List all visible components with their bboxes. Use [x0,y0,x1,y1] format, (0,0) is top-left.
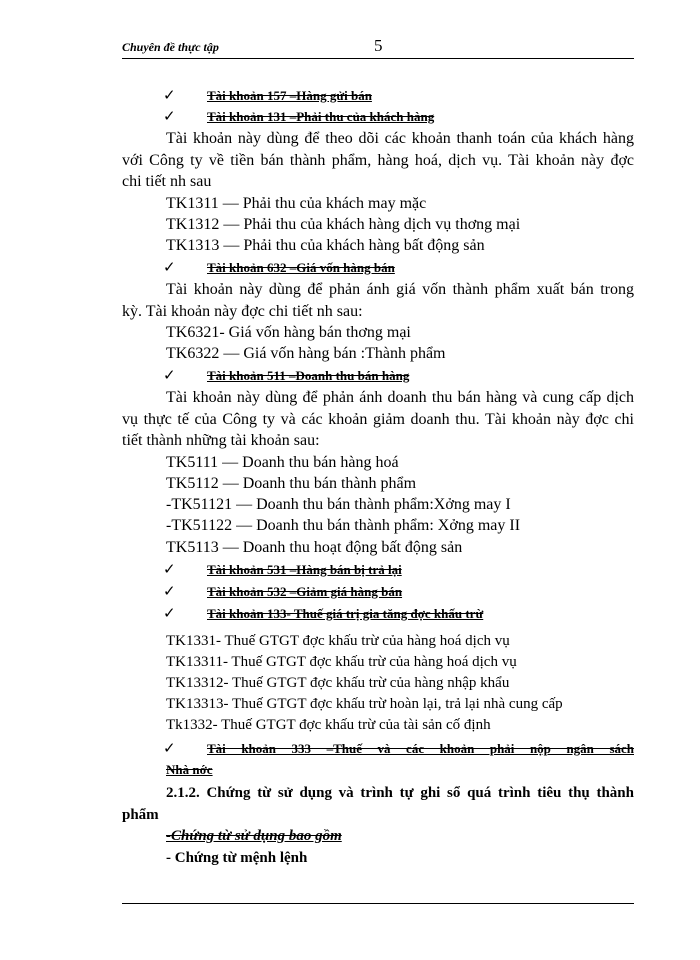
list-item: TK1312 — Phải thu của khách hàng dịch vụ thơng mại [166,216,521,233]
account-heading: Tài khoản 157 –Hàng gửi bán [207,88,372,103]
paragraph-line: kỳ. Tài khoản này đợc chi tiết nh sau: [122,303,363,320]
checkmark-icon: ✓ [163,562,176,578]
paragraph-line: chi tiết nh sau [122,173,212,190]
account-heading: Tài khoản 531 –Hàng bán bị trả lại [207,562,402,577]
checkmark-icon: ✓ [163,368,176,384]
checkmark-icon: ✓ [163,584,176,600]
account-heading: Tài khoản 532 –Giảm giá hàng bán [207,584,403,599]
list-item: TK5112 — Doanh thu bán thành phẩm [166,475,417,492]
paragraph-line: Tài khoản này dùng để phản ánh doanh thu bán hàng và cung cấp dịch [166,389,634,406]
list-item: TK13313- Thuế GTGT đợc khấu trừ hoàn lại, trả lại nhà cung cấp [166,696,563,712]
checkmark-icon: ✓ [163,606,176,622]
page-number: 5 [374,36,383,55]
list-item: TK5111 — Doanh thu bán hàng hoá [166,454,399,471]
checkmark-icon: ✓ [163,260,176,276]
list-item: - Chứng từ mệnh lệnh [166,850,308,866]
account-heading: Nhà nớc [166,762,213,777]
checkmark-icon: ✓ [163,109,176,125]
paragraph-line: vụ thực tế của Công ty và các khoản giảm doanh thu. Tài khoản này đợc chi [122,411,634,428]
paragraph-line: với Công ty về tiền bán thành phẩm, hàng hoá, dịch vụ. Tài khoản này đợc [122,152,634,169]
account-heading: Tài khoản 133- Thuế giá trị gia tăng đợc khấu trừ [207,606,484,621]
list-item: TK13311- Thuế GTGT đợc khấu trừ của hàng hoá dịch vụ [166,654,517,670]
list-item: TK6322 — Giá vốn hàng bán :Thành phẩm [166,345,446,362]
checkmark-icon: ✓ [163,88,176,104]
header-title: Chuyên đề thực tập [122,40,219,54]
paragraph-line: tiết thành những tài khoản sau: [122,432,320,449]
checkmark-icon: ✓ [163,741,176,757]
subheading: -Chứng từ sử dụng bao gồm [166,828,342,844]
page-header [122,36,634,59]
section-heading: phẩm [122,807,159,823]
account-heading: Tài khoản 511 –Doanh thu bán hàng [207,368,410,383]
account-heading: Tài khoản 131 –Phải thu của khách hàng [207,109,435,124]
list-item: -TK51122 — Doanh thu bán thành phẩm: Xởng may II [166,517,521,534]
list-item: TK6321- Giá vốn hàng bán thơng mại [166,324,411,341]
paragraph-line: Tài khoản này dùng để theo dõi các khoản thanh toán của khách hàng [166,130,634,147]
list-item: TK5113 — Doanh thu hoạt động bất động sản [166,539,463,556]
list-item: Tk1332- Thuế GTGT đợc khấu trừ của tài sản cố định [166,717,491,733]
list-item: TK1311 — Phải thu của khách may mặc [166,195,427,212]
paragraph-line: Tài khoản này dùng để phản ánh giá vốn thành phẩm xuất bán trong [166,281,634,298]
footer-divider [122,903,634,904]
section-heading: 2.1.2. Chứng từ sử dụng và trình tự ghi sổ quá trình tiêu thụ thành [166,785,634,801]
account-heading: Tài khoản 632 –Giá vốn hàng bán [207,260,395,275]
list-item: -TK51121 — Doanh thu bán thành phẩm:Xởng may I [166,496,511,513]
list-item: TK13312- Thuế GTGT đợc khấu trừ của hàng nhập khẩu [166,675,510,691]
list-item: TK1331- Thuế GTGT đợc khấu trừ của hàng hoá dịch vụ [166,633,510,649]
list-item: TK1313 — Phải thu của khách hàng bất động sản [166,237,485,254]
account-heading: Tài khoản 333 –Thuế và các khoản phải nộp ngân sách [207,741,634,756]
